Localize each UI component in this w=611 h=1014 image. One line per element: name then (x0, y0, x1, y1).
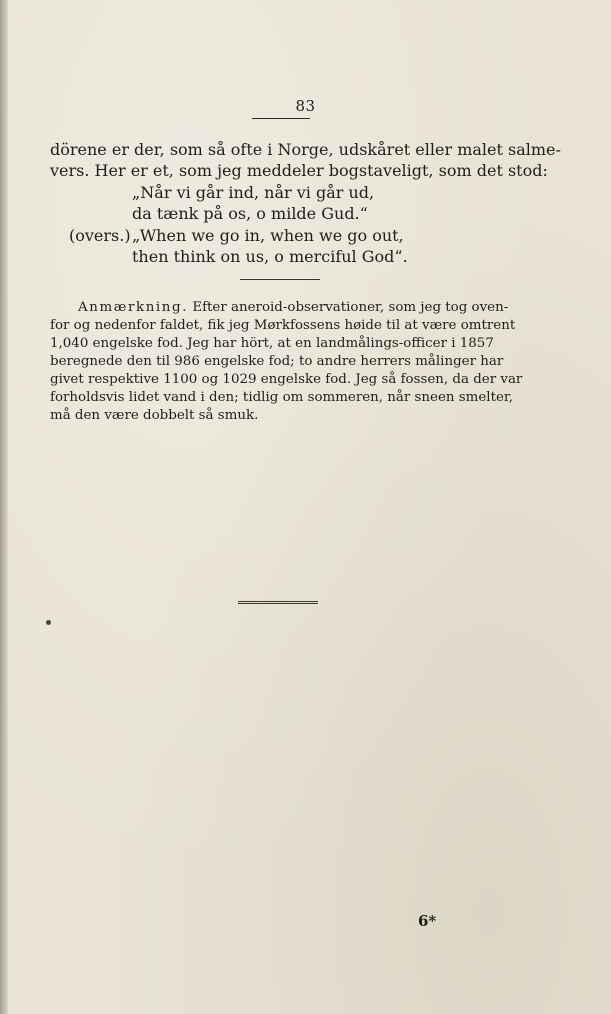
note-line: må den være dobbelt så smuk. (50, 408, 259, 423)
end-divider (238, 601, 318, 604)
body-line: dörene er der, som så ofte i Norge, udskåret eller malet salme- (50, 140, 561, 159)
verse-line: „Når vi går ind, når vi går ud, (132, 183, 375, 202)
page-number-rule (252, 118, 310, 119)
note-line: forholdsvis lidet vand i den; tidlig om sommeren, når sneen smelter, (50, 390, 514, 405)
translation-line: „When we go in, when we go out, (132, 226, 404, 245)
note-label: Anmærkning. (78, 300, 189, 315)
binding-edge (0, 0, 8, 1014)
translation-label: (overs.) (69, 226, 131, 245)
note-text: Efter aneroid-observationer, som jeg tog oven- (188, 300, 509, 315)
section-divider (240, 279, 320, 280)
verse-line: da tænk på os, o milde Gud.“ (132, 204, 368, 223)
ink-speck (46, 620, 51, 625)
translation-line: then think on us, o merciful God“. (132, 247, 408, 266)
note-line: givet respektive 1100 og 1029 engelske fod. Jeg så fossen, da der var (50, 372, 523, 387)
note-line: 1,040 engelske fod. Jeg har hört, at en landmålings-officer i 1857 (50, 336, 494, 351)
signature-mark: 6* (418, 912, 437, 930)
note-line: beregnede den til 986 engelske fod; to andre herrers målinger har (50, 354, 504, 369)
body-line: vers. Her er et, som jeg meddeler bogstaveligt, som det stod: (50, 161, 548, 180)
page-number: 83 (295, 97, 316, 115)
note-first-line (78, 299, 508, 317)
note-line: for og nedenfor faldet, fik jeg Mørkfossens høide til at være omtrent (50, 318, 516, 333)
